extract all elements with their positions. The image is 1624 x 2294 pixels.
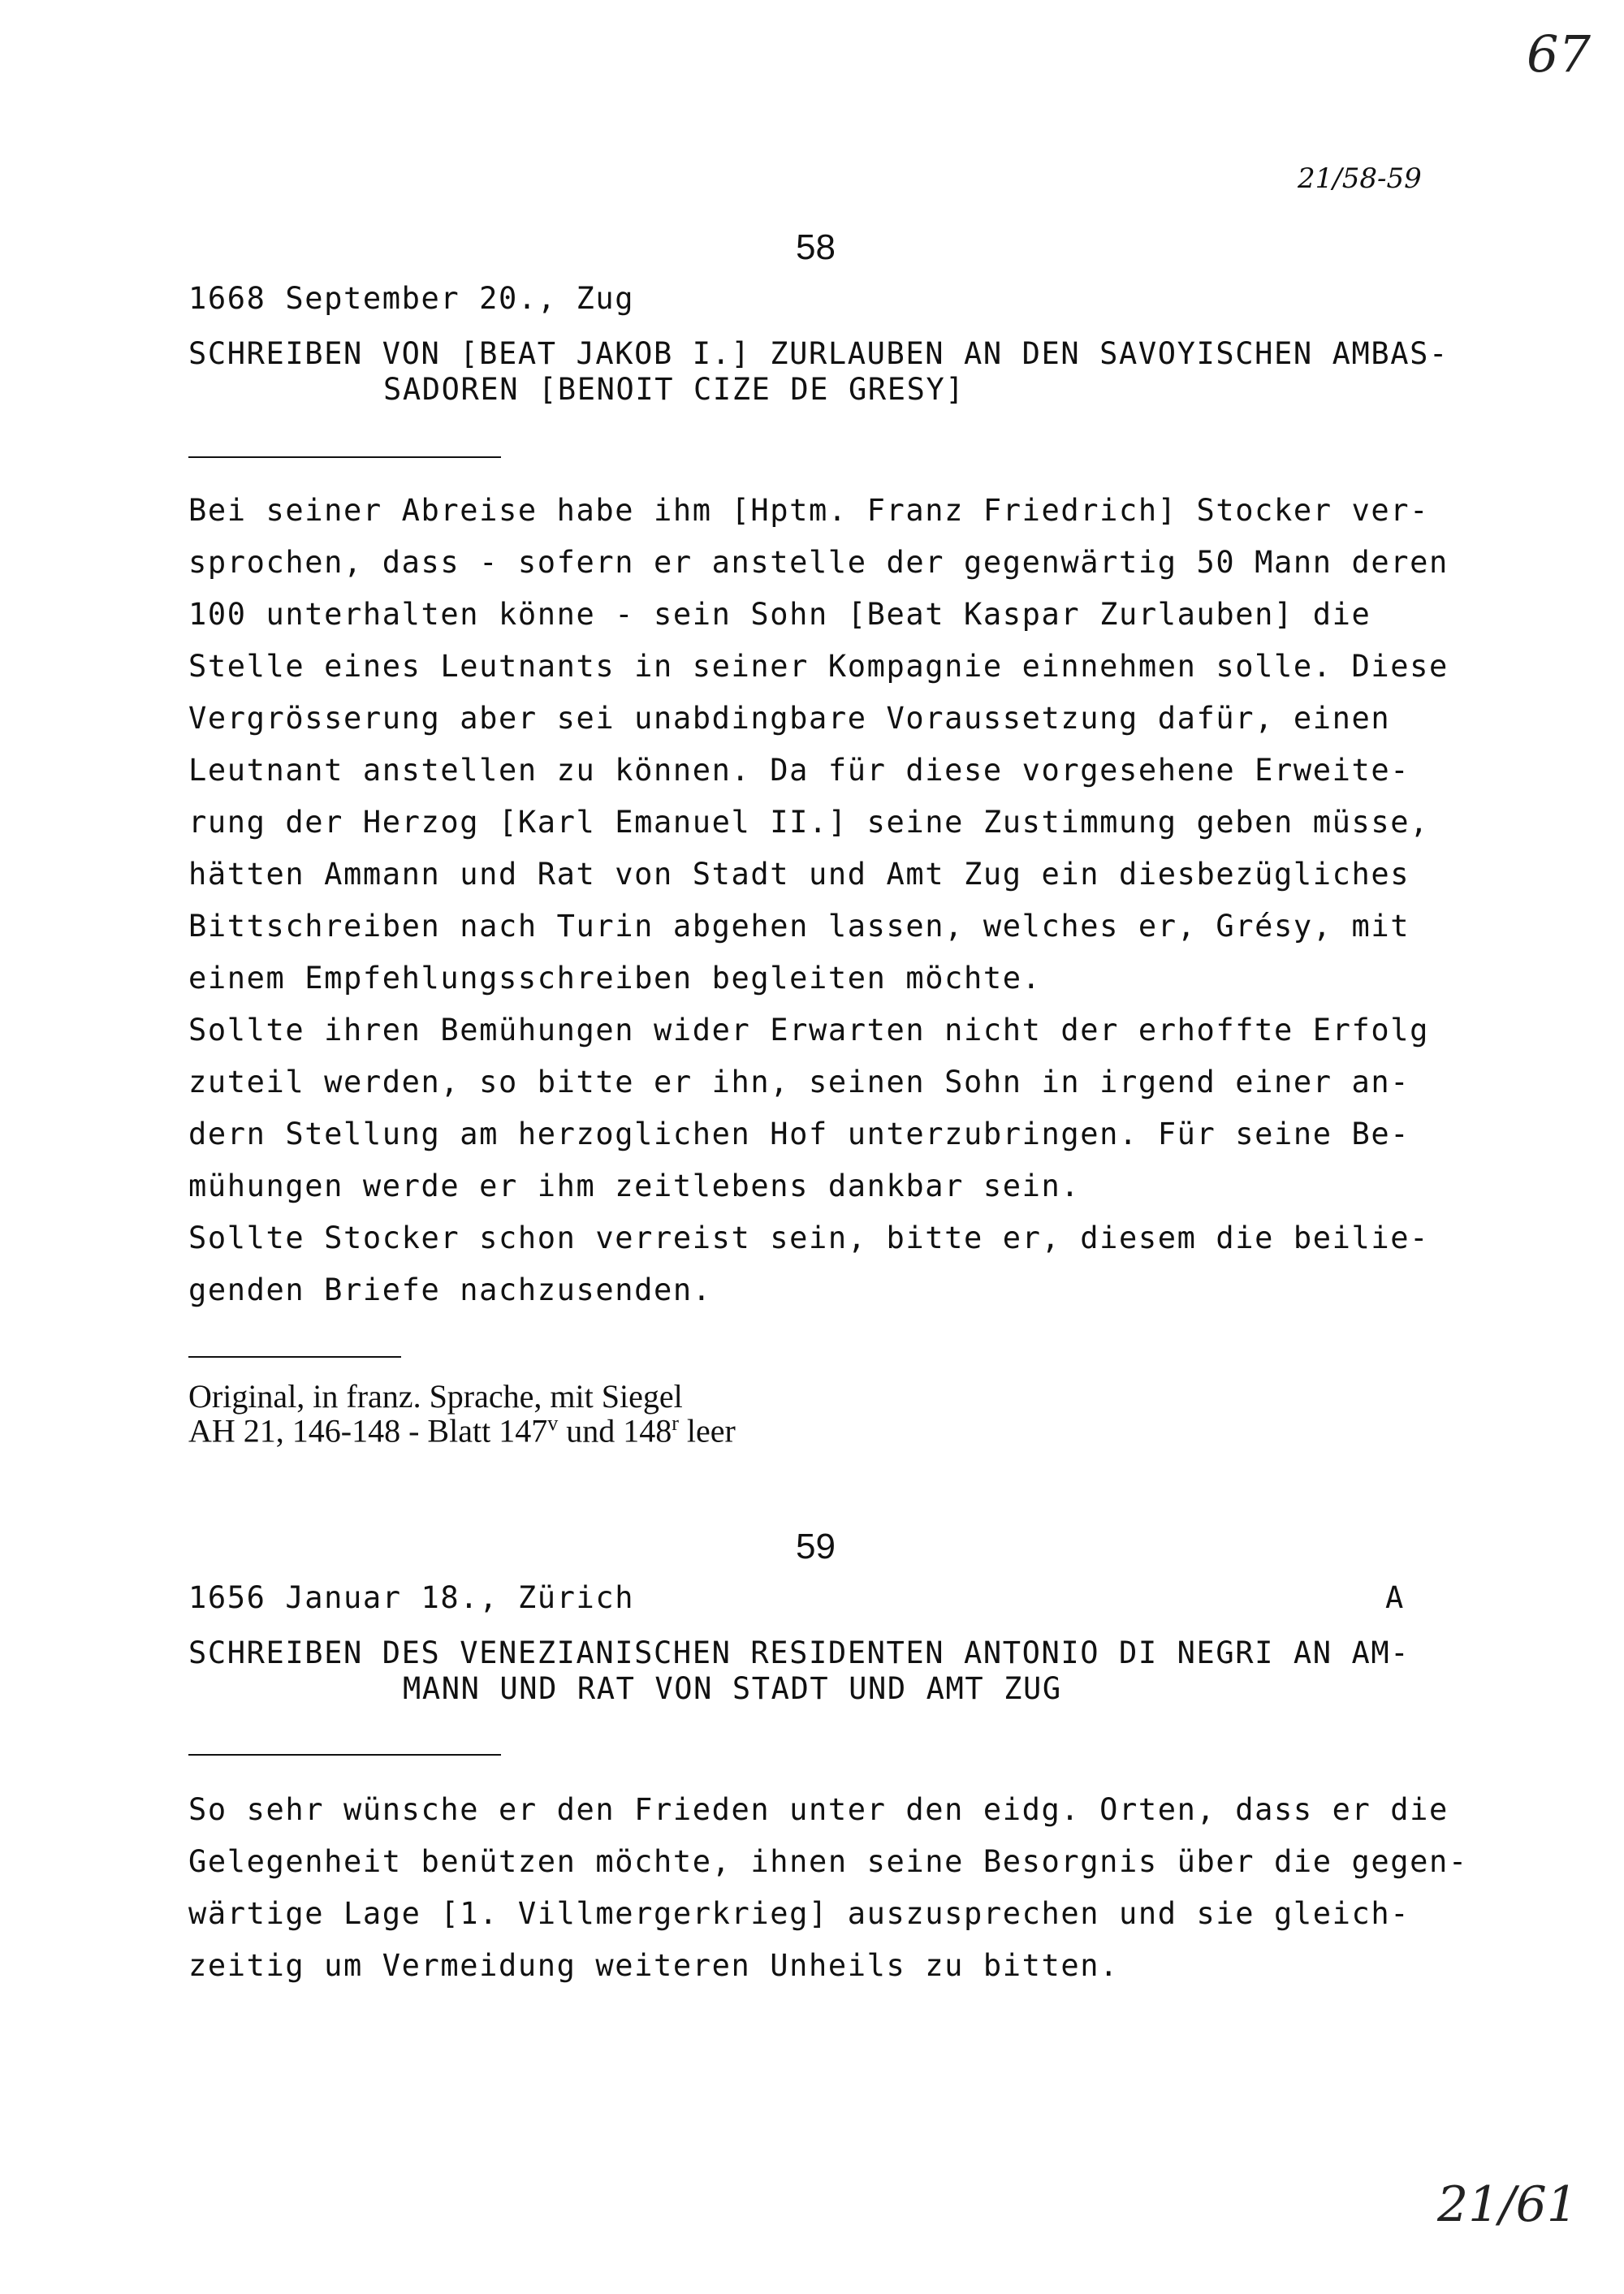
- body-line: So sehr wünsche er den Frieden unter den eidg. Orten, dass er die: [188, 1792, 1449, 1827]
- verso-mark: v: [547, 1411, 559, 1435]
- entry-number-59: 59: [796, 1527, 836, 1566]
- body-line: mühungen werde er ihm zeitlebens dankbar sein.: [188, 1169, 1081, 1203]
- archive-reference: 21/58-59: [1298, 162, 1422, 195]
- body-line: sprochen, dass - sofern er anstelle der gegenwärtig 50 Mann deren: [188, 545, 1449, 580]
- body-line: hätten Ammann und Rat von Stadt und Amt Zug ein diesbezügliches: [188, 857, 1410, 892]
- entry-58-heading-line2: SADOREN [BENOIT CIZE DE GRESY]: [383, 372, 965, 407]
- entry-59-heading-line1: SCHREIBEN DES VENEZIANISCHEN RESIDENTEN ANTONIO DI NEGRI AN AM-: [188, 1635, 1410, 1670]
- archive-note-text: AH 21, 146-148 - Blatt 147: [188, 1412, 548, 1449]
- body-line: wärtige Lage [1. Villmergerkrieg] auszusprechen und sie gleich-: [188, 1896, 1410, 1931]
- body-line: Bei seiner Abreise habe ihm [Hptm. Franz Friedrich] Stocker ver-: [188, 493, 1430, 528]
- entry-58-heading-line1: SCHREIBEN VON [BEAT JAKOB I.] ZURLAUBEN AN DEN SAVOYISCHEN AMBAS-: [188, 336, 1449, 371]
- entry-59-heading-rule: [188, 1754, 501, 1756]
- entry-58-source-note: Original, in franz. Sprache, mit Siegel: [188, 1378, 683, 1415]
- entry-59-heading-line2: MANN UND RAT VON STADT UND AMT ZUG: [403, 1671, 1062, 1706]
- archive-note-text: leer: [678, 1412, 736, 1449]
- entry-58-heading-rule: [188, 456, 501, 458]
- entry-59-marker: A: [1385, 1580, 1405, 1615]
- body-line: Stelle eines Leutnants in seiner Kompagnie einnehmen solle. Diese: [188, 649, 1449, 684]
- handwritten-folio-bottom: 21/61: [1437, 2176, 1578, 2233]
- body-line: Sollte Stocker schon verreist sein, bitte er, diesem die beilie-: [188, 1220, 1430, 1255]
- entry-58-note-rule: [188, 1356, 401, 1358]
- body-line: zeitig um Vermeidung weiteren Unheils zu bitten.: [188, 1948, 1120, 1983]
- body-line: einem Empfehlungsschreiben begleiten möchte.: [188, 961, 1042, 996]
- archive-note-text: und 148: [558, 1412, 672, 1449]
- body-line: 100 unterhalten könne - sein Sohn [Beat Kaspar Zurlauben] die: [188, 597, 1371, 632]
- body-line: Leutnant anstellen zu können. Da für diese vorgesehene Erweite-: [188, 753, 1410, 788]
- body-line: rung der Herzog [Karl Emanuel II.] seine Zustimmung geben müsse,: [188, 805, 1430, 840]
- body-line: Bittschreiben nach Turin abgehen lassen, welches er, Grésy, mit: [188, 909, 1410, 944]
- entry-59-date-place: 1656 Januar 18., Zürich: [188, 1580, 635, 1615]
- body-line: genden Briefe nachzusenden.: [188, 1272, 712, 1307]
- body-line: Vergrösserung aber sei unabdingbare Voraussetzung dafür, einen: [188, 701, 1391, 736]
- handwritten-folio-number: 67: [1527, 24, 1591, 84]
- body-line: Sollte ihren Bemühungen wider Erwarten nicht der erhoffte Erfolg: [188, 1013, 1430, 1048]
- entry-58-archive-note: [188, 1411, 736, 1449]
- body-line: dern Stellung am herzoglichen Hof unterzubringen. Für seine Be-: [188, 1117, 1410, 1151]
- recto-mark: r: [672, 1411, 679, 1435]
- body-line: zuteil werden, so bitte er ihn, seinen Sohn in irgend einer an-: [188, 1065, 1410, 1099]
- body-line: Gelegenheit benützen möchte, ihnen seine Besorgnis über die gegen-: [188, 1844, 1468, 1879]
- entry-58-date-place: 1668 September 20., Zug: [188, 281, 635, 316]
- entry-number-58: 58: [796, 227, 836, 267]
